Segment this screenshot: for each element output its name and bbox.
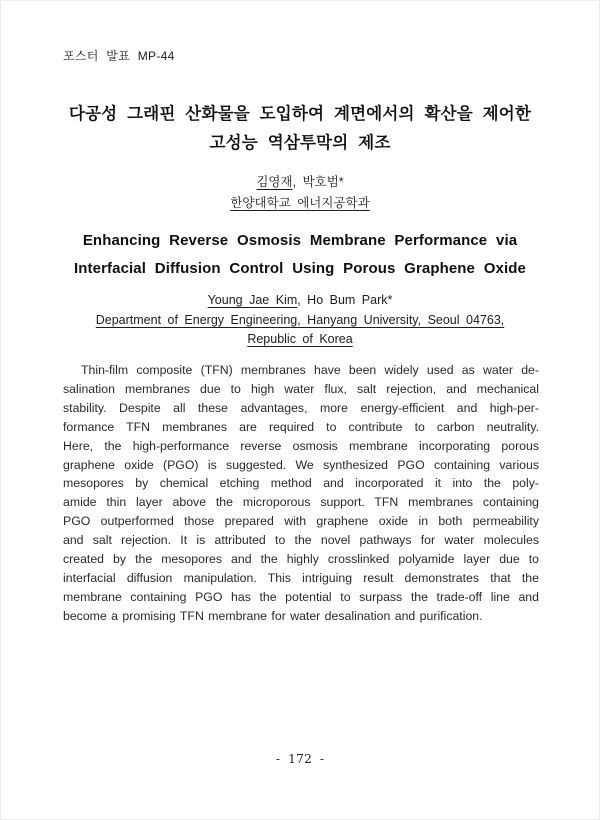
abstract-line: and salt rejection. It is attributed to the novel pathways for water molecules xyxy=(63,533,539,548)
english-title-line1: Enhancing Reverse Osmosis Membrane Performance via xyxy=(82,232,518,249)
english-affiliation xyxy=(1,311,599,348)
korean-title-line1: 다공성 그래핀 산화물을 도입하여 계면에서의 확산을 제어한 xyxy=(68,105,532,123)
presentation-id-label: 포스터 발표 MP-44 xyxy=(63,49,175,63)
abstract-line: mesopores by chemical etching method and incorporated it into the poly- xyxy=(63,476,539,491)
korean-coauthors: , 박호범* xyxy=(292,175,344,189)
english-presenting-author: Young Jae Kim xyxy=(207,293,298,307)
abstract-line: PGO outperformed those prepared with graphene oxide in both permeability xyxy=(63,514,539,529)
english-affiliation-line2: Republic of Korea xyxy=(247,331,353,346)
english-title xyxy=(1,227,599,282)
abstract-line: formance TFN membranes are required to contribute to carbon neutrality. xyxy=(63,419,539,434)
korean-presenting-author: 김영재 xyxy=(256,175,293,189)
abstract-line: amide thin layer above the microporous support. TFN membranes containing xyxy=(63,495,539,510)
korean-title-line2: 고성능 역삼투막의 제조 xyxy=(209,134,391,152)
abstract-line: stability. Despite all these advantages, more energy-efficient and high-per- xyxy=(63,400,539,415)
korean-affiliation-text: 한양대학교 에너지공학과 xyxy=(230,196,370,210)
korean-title xyxy=(1,100,599,158)
abstract-line: Thin-film composite (TFN) membranes have been widely used as water de- xyxy=(81,363,539,377)
english-authors xyxy=(1,293,599,307)
page-number: - 172 - xyxy=(275,751,325,766)
abstract-line: graphene oxide (PGO) is suggested. We synthesized PGO containing various xyxy=(63,457,539,472)
korean-affiliation xyxy=(1,193,599,211)
abstract-line: Here, the high-performance reverse osmosis membrane incorporating porous xyxy=(63,438,539,453)
abstract-paragraph xyxy=(63,361,539,626)
abstract-line: become a promising TFN membrane for water desalination and purification. xyxy=(63,608,483,623)
abstract-line: salination membranes due to high water flux, salt rejection, and mechanical xyxy=(63,381,539,396)
abstract-line: interfacial diffusion manipulation. This intriguing result demonstrates that the xyxy=(63,570,539,585)
korean-authors xyxy=(1,172,599,190)
english-title-line2: Interfacial Diffusion Control Using Porous Graphene Oxide xyxy=(74,259,526,277)
abstract-line: created by the mesopores and the highly crosslinked polyamide layer due to xyxy=(63,552,539,567)
abstract-line: membrane containing PGO has the potential to surpass the trade-off line and xyxy=(63,589,539,604)
english-coauthors: , Ho Bum Park* xyxy=(297,293,393,307)
english-affiliation-line1: Department of Energy Engineering, Hanyang University, Seoul 04763, xyxy=(95,313,505,327)
